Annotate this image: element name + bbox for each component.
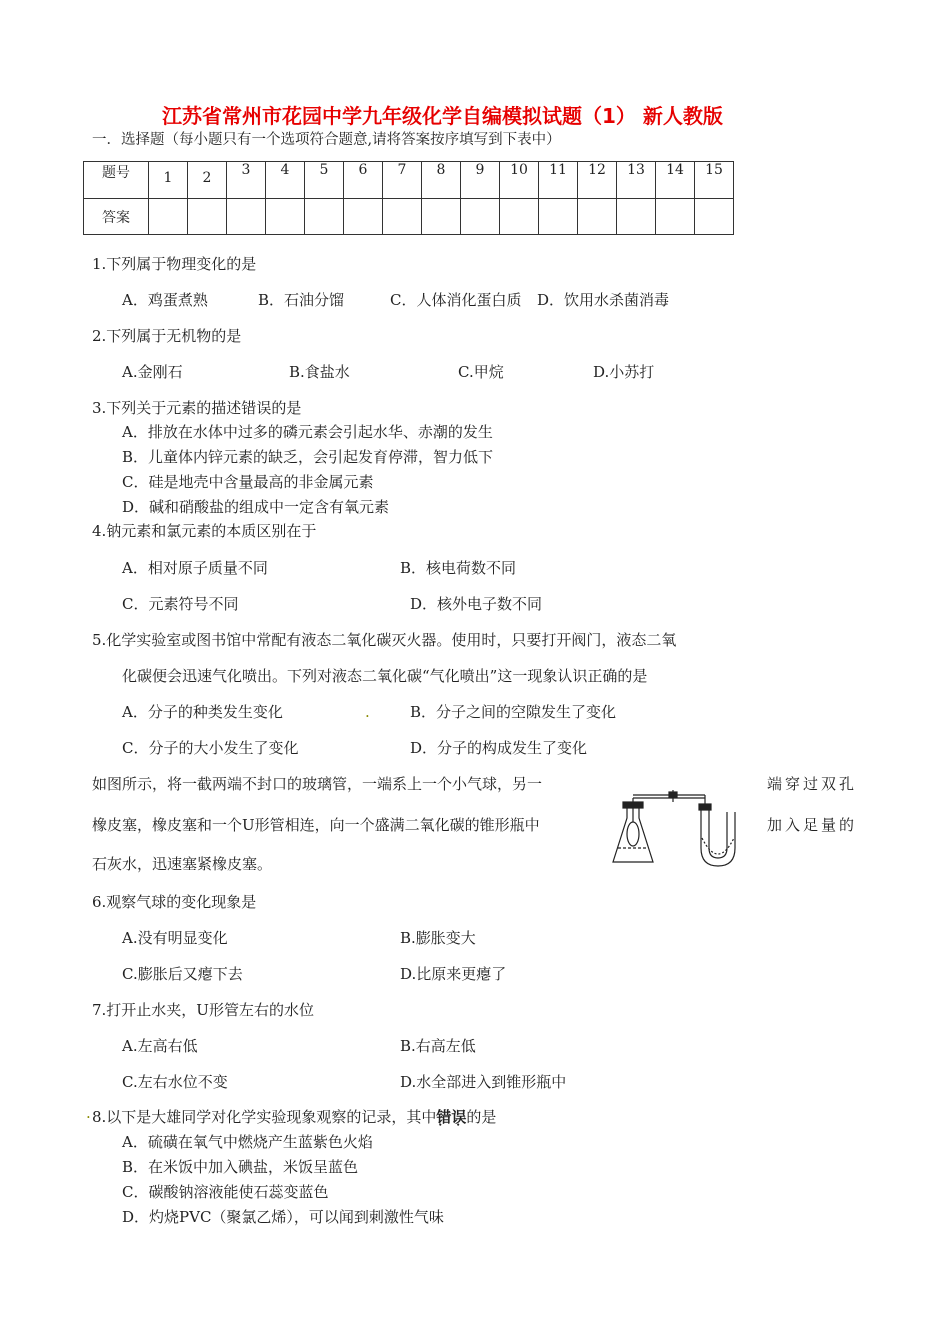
stray-mark: .: [365, 703, 370, 721]
question-5-line1: 5.化学实验室或图书馆中常配有液态二氧化碳灭火器。使用时，只要打开阀门，液态二氧: [92, 631, 677, 649]
answer-cell[interactable]: [500, 199, 539, 235]
q8-option-b: B．在米饭中加入碘盐，米饭呈蓝色: [122, 1158, 359, 1176]
q2-option-a: A.金刚石: [122, 363, 183, 381]
q3-option-d: D．碱和硝酸盐的组成中一定含有氧元素: [122, 498, 390, 516]
answer-table: [83, 161, 734, 235]
table-row-numbers: [84, 162, 734, 199]
table-cell: 8: [422, 162, 461, 199]
q4-option-d: D．核外电子数不同: [410, 595, 543, 613]
question-8: [92, 1106, 496, 1127]
q1-option-c: C．人体消化蛋白质: [390, 291, 522, 309]
q3-option-b: B．儿童体内锌元素的缺乏，会引起发育停滞，智力低下: [122, 448, 494, 466]
answer-cell[interactable]: [422, 199, 461, 235]
q8-option-d: D．灼烧PVC（聚氯乙烯），可以闻到刺激性气味: [122, 1208, 444, 1226]
q2-option-b: B.食盐水: [289, 363, 350, 381]
answer-cell[interactable]: [227, 199, 266, 235]
intro-line1a: 如图所示，将一截两端不封口的玻璃管，一端系上一个小气球，另一: [92, 775, 543, 793]
table-cell: 2: [188, 162, 227, 199]
answer-cell[interactable]: [149, 199, 188, 235]
q5-option-d: D．分子的构成发生了变化: [410, 739, 588, 757]
row-label-answer: 答案: [84, 199, 149, 235]
intro-line2a: 橡皮塞，橡皮塞和一个U形管相连，向一个盛满二氧化碳的锥形瓶中: [92, 816, 540, 834]
table-cell: 10: [500, 162, 539, 199]
answer-cell[interactable]: [383, 199, 422, 235]
answer-cell[interactable]: [344, 199, 383, 235]
q1-option-a: A．鸡蛋煮熟: [122, 291, 208, 309]
q7-option-a: A.左高右低: [122, 1037, 198, 1055]
q1-option-d: D．饮用水杀菌消毒: [537, 291, 670, 309]
table-cell: 9: [461, 162, 500, 199]
table-cell: 7: [383, 162, 422, 199]
table-cell: 3: [227, 162, 266, 199]
table-cell: 14: [656, 162, 695, 199]
intro-line2b: 加入足量的: [767, 816, 858, 834]
answer-cell[interactable]: [188, 199, 227, 235]
q2-option-d: D.小苏打: [593, 363, 655, 381]
answer-cell[interactable]: [695, 199, 734, 235]
q8-stem-emphasis: 错误 • •: [436, 1106, 466, 1127]
q6-option-c: C.膨胀后又瘪下去: [122, 965, 243, 983]
q8-option-a: A．硫磺在氧气中燃烧产生蓝紫色火焰: [122, 1133, 373, 1151]
table-cell: 13: [617, 162, 656, 199]
q6-option-b: B.膨胀变大: [400, 929, 476, 947]
table-cell: 12: [578, 162, 617, 199]
answer-cell[interactable]: [266, 199, 305, 235]
intro-line3: 石灰水，迅速塞紧橡皮塞。: [92, 855, 273, 873]
q6-option-d: D.比原来更瘪了: [400, 965, 507, 983]
q1-option-b: B．石油分馏: [258, 291, 345, 309]
q2-option-c: C.甲烷: [458, 363, 504, 381]
q7-option-d: D.水全部进入到锥形瓶中: [400, 1073, 567, 1091]
table-cell: 6: [344, 162, 383, 199]
section-heading: 一．选择题（每小题只有一个选项符合题意,请将答案按序填写到下表中）: [92, 132, 561, 148]
question-7: 7.打开止水夹，U形管左右的水位: [92, 1001, 314, 1019]
q8-option-c: C．碳酸钠溶液能使石蕊变蓝色: [122, 1183, 329, 1201]
q5-option-c: C．分子的大小发生了变化: [122, 739, 299, 757]
table-cell: 15: [695, 162, 734, 199]
answer-cell[interactable]: [617, 199, 656, 235]
q8-stem-pre: 8.以下是大雄同学对化学实验现象观察的记录，其中: [92, 1108, 437, 1126]
answer-cell[interactable]: [305, 199, 344, 235]
question-2: 2.下列属于无机物的是: [92, 327, 242, 345]
q8-stem-post: 的是: [466, 1108, 497, 1126]
q3-option-c: C．硅是地壳中含量最高的非金属元素: [122, 473, 374, 491]
q4-option-a: A．相对原子质量不同: [122, 559, 268, 577]
question-5-line2: 化碳便会迅速气化喷出。下列对液态二氧化碳“气化喷出”这一现象认识正确的是: [122, 667, 648, 685]
table-row-answers: [84, 199, 734, 235]
table-cell: 5: [305, 162, 344, 199]
q4-option-c: C．元素符号不同: [122, 595, 239, 613]
answer-cell[interactable]: [656, 199, 695, 235]
row-label-number: 题号: [84, 162, 149, 199]
table-cell: 11: [539, 162, 578, 199]
q7-option-b: B.右高左低: [400, 1037, 476, 1055]
answer-cell[interactable]: [578, 199, 617, 235]
q3-option-a: A．排放在水体中过多的磷元素会引起水华、赤潮的发生: [122, 423, 493, 441]
answer-cell[interactable]: [461, 199, 500, 235]
table-cell: 1: [149, 162, 188, 199]
page-title: 江苏省常州市花园中学九年级化学自编模拟试题（1） 新人教版: [162, 104, 723, 128]
intro-line1b: 端穿过双孔: [767, 775, 858, 793]
q5-option-a: A．分子的种类发生变化: [122, 703, 283, 721]
table-cell: 4: [266, 162, 305, 199]
question-3: 3.下列关于元素的描述错误的是: [92, 399, 302, 417]
answer-cell[interactable]: [539, 199, 578, 235]
question-6: 6.观察气球的变化现象是: [92, 893, 257, 911]
q6-option-a: A.没有明显变化: [122, 929, 228, 947]
q5-option-b: B．分子之间的空隙发生了变化: [410, 703, 617, 721]
apparatus-diagram: [605, 778, 755, 870]
q4-option-b: B．核电荷数不同: [400, 559, 517, 577]
stray-mark: .: [86, 1104, 91, 1122]
question-1: 1.下列属于物理变化的是: [92, 255, 257, 273]
q7-option-c: C.左右水位不变: [122, 1073, 228, 1091]
question-4: 4.钠元素和氯元素的本质区别在于: [92, 522, 317, 540]
